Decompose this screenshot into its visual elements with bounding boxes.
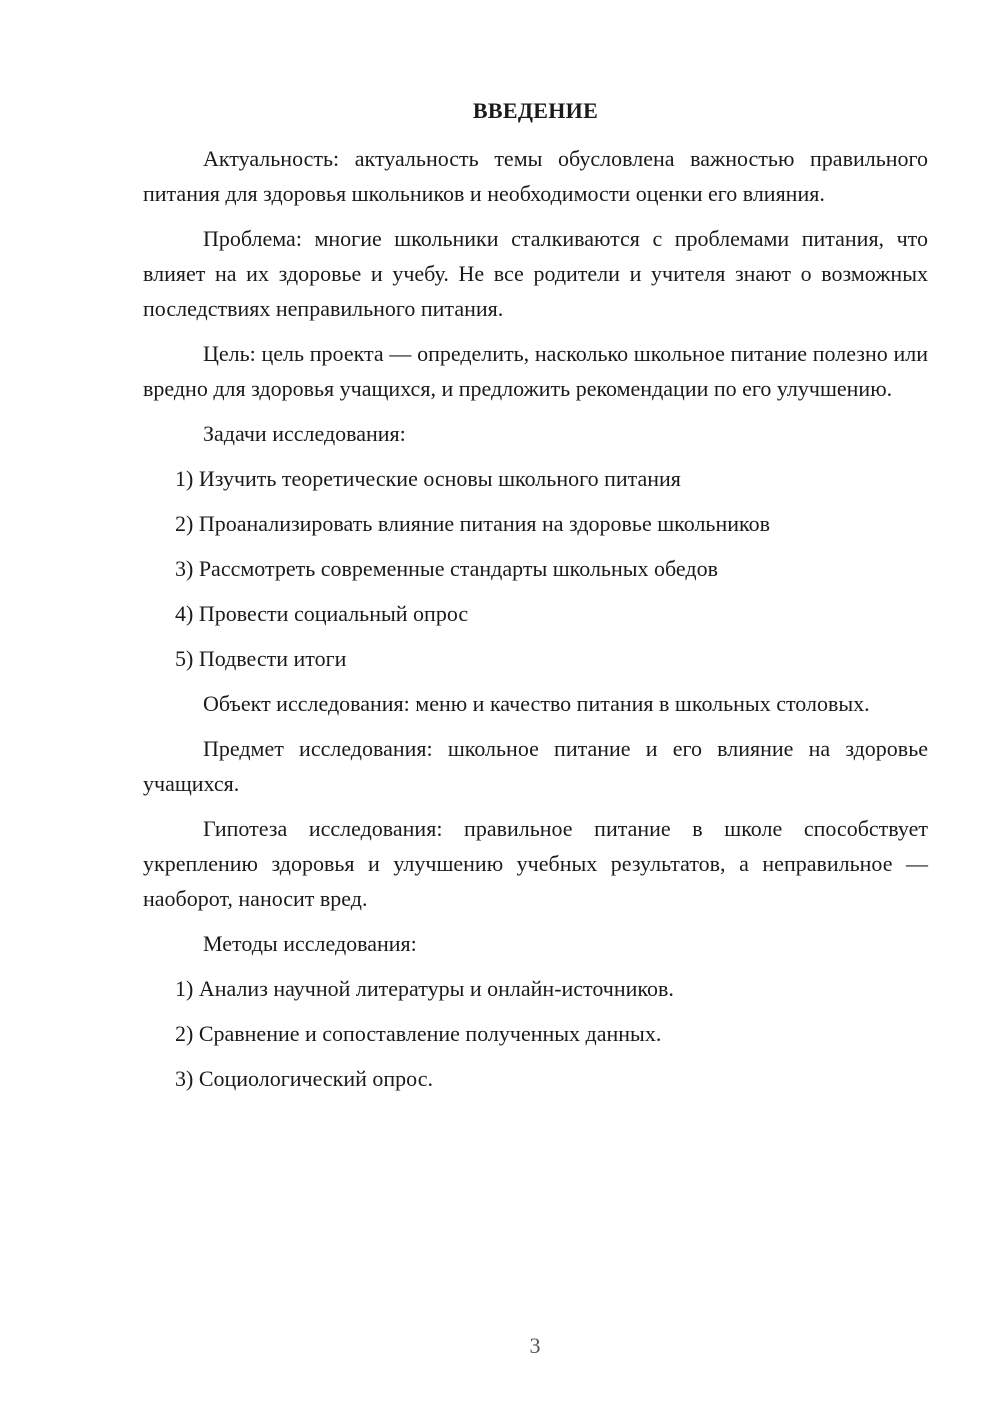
method-item: 3) Социологический опрос. (175, 1066, 433, 1091)
task-item: 5) Подвести итоги (175, 646, 347, 671)
hypothesis-paragraph: Гипотеза исследования: правильное питание в школе способствует укреплению здоровья и улучшению учебных результатов, а неправильное — наоборот, наносит вред. (143, 816, 928, 911)
task-item: 4) Провести социальный опрос (175, 601, 469, 626)
tasks-label: Задачи исследования: (203, 421, 406, 446)
section-title: ВВЕДЕНИЕ (472, 98, 599, 123)
goal-paragraph: Цель: цель проекта — определить, насколько школьное питание полезно или вредно для здоровья учащихся, и предложить рекомендации по его улучшению. (143, 341, 928, 401)
methods-list (143, 971, 928, 1096)
page-number: 3 (529, 1333, 541, 1358)
problem-paragraph: Проблема: многие школьники сталкиваются с проблемами питания, что влияет на их здоровье и учебу. Не все родители и учителя знают о возможных последствиях неправильного питания. (143, 226, 928, 321)
relevance-paragraph: Актуальность: актуальность темы обусловлена важностью правильного питания для здоровья школьников и необходимости оценки его влияния. (143, 146, 928, 206)
task-item: 1) Изучить теоретические основы школьного питания (175, 466, 681, 491)
methods-label: Методы исследования: (203, 931, 417, 956)
tasks-list (143, 461, 928, 676)
document-body (143, 95, 928, 1106)
method-item: 2) Сравнение и сопоставление полученных данных. (175, 1021, 662, 1046)
task-item: 3) Рассмотреть современные стандарты школьных обедов (175, 556, 718, 581)
object-paragraph: Объект исследования: меню и качество питания в школьных столовых. (203, 691, 870, 716)
method-item: 1) Анализ научной литературы и онлайн-источников. (175, 976, 674, 1001)
subject-paragraph: Предмет исследования: школьное питание и его влияние на здоровье учащихся. (143, 736, 928, 796)
task-item: 2) Проанализировать влияние питания на здоровье школьников (175, 511, 770, 536)
